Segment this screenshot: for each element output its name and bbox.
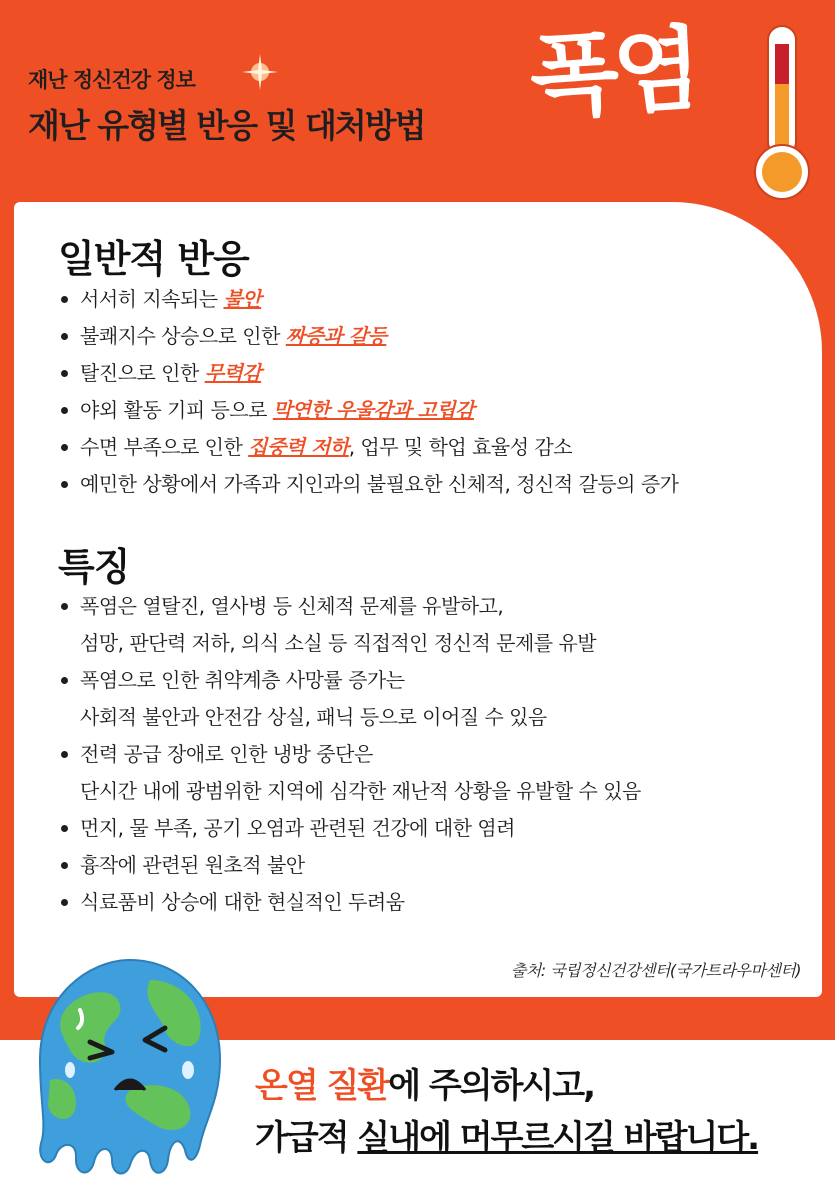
warning-message-line2	[255, 1110, 758, 1159]
reaction-text: 예민한 상황에서 가족과 지인과의 불필요한 신체적, 정신적 갈등의 증가	[80, 472, 679, 496]
feature-text: 흉작에 관련된 원초적 불안	[80, 853, 305, 877]
general-reaction-item	[60, 429, 679, 466]
header-subtitle: 재난 정신건강 정보	[28, 68, 195, 92]
general-reaction-item	[60, 355, 679, 392]
general-reaction-item	[60, 281, 679, 318]
feature-item	[60, 662, 641, 736]
reaction-text: 야외 활동 기피 등으로	[80, 398, 273, 422]
feature-item	[60, 847, 641, 884]
big-title: 폭염	[527, 15, 699, 132]
reaction-highlight: 막연한 우울감과 고립감	[272, 398, 474, 422]
warning-message-line1-rest: 에 주의하시고,	[388, 1066, 595, 1106]
feature-item	[60, 736, 641, 810]
feature-text: 폭염은 열탈진, 열사병 등 신체적 문제를 유발하고,	[80, 594, 504, 618]
reaction-text: 탈진으로 인한	[80, 361, 205, 385]
reaction-text: 서서히 지속되는	[80, 287, 224, 311]
reaction-highlight: 짜증과 갈등	[285, 324, 387, 348]
thermometer-icon	[752, 22, 812, 202]
general-reactions-title: 일반적 반응	[58, 237, 249, 281]
feature-item	[60, 588, 641, 662]
warning-message-line2-pre: 가급적	[255, 1118, 358, 1158]
feature-item	[60, 810, 641, 847]
general-reaction-item	[60, 466, 679, 503]
feature-text-continued: 사회적 불안과 안전감 상실, 패닉 등으로 이어질 수 있음	[80, 705, 547, 729]
feature-text-continued: 섬망, 판단력 저하, 의식 소실 등 직접적인 정신적 문제를 유발	[80, 631, 597, 655]
reaction-highlight: 집중력 저하	[248, 435, 349, 459]
features-title: 특징	[58, 545, 130, 589]
reaction-text-suffix: , 업무 및 학업 효율성 감소	[348, 435, 573, 459]
heat-illness-highlight: 온열 질환	[255, 1066, 389, 1106]
general-reaction-item	[60, 318, 679, 355]
source-note: 출처: 국립정신건강센터(국가트라우마센터)	[510, 961, 801, 980]
reaction-highlight: 무력감	[204, 361, 262, 385]
warning-message-line1	[255, 1058, 594, 1107]
stay-indoors-text: 실내에 머무르시길 바랍니다.	[357, 1118, 759, 1158]
general-reactions-list	[60, 281, 679, 503]
feature-text: 식료품비 상승에 대한 현실적인 두려움	[80, 890, 405, 914]
header-title: 재난 유형별 반응 및 대처방법	[28, 106, 425, 145]
features-list	[60, 588, 641, 921]
feature-text: 먼지, 물 부족, 공기 오염과 관련된 건강에 대한 염려	[80, 816, 515, 840]
melting-earth-illustration	[20, 950, 235, 1180]
feature-text-continued: 단시간 내에 광범위한 지역에 심각한 재난적 상황을 유발할 수 있음	[80, 779, 641, 803]
feature-item	[60, 884, 641, 921]
general-reaction-item	[60, 392, 679, 429]
reaction-highlight: 불안	[223, 287, 262, 311]
sparkle-icon	[240, 52, 280, 92]
feature-text: 폭염으로 인한 취약계층 사망률 증가는	[80, 668, 405, 692]
reaction-text: 불쾌지수 상승으로 인한	[80, 324, 286, 348]
reaction-text: 수면 부족으로 인한	[80, 435, 249, 459]
feature-text: 전력 공급 장애로 인한 냉방 중단은	[80, 742, 373, 766]
